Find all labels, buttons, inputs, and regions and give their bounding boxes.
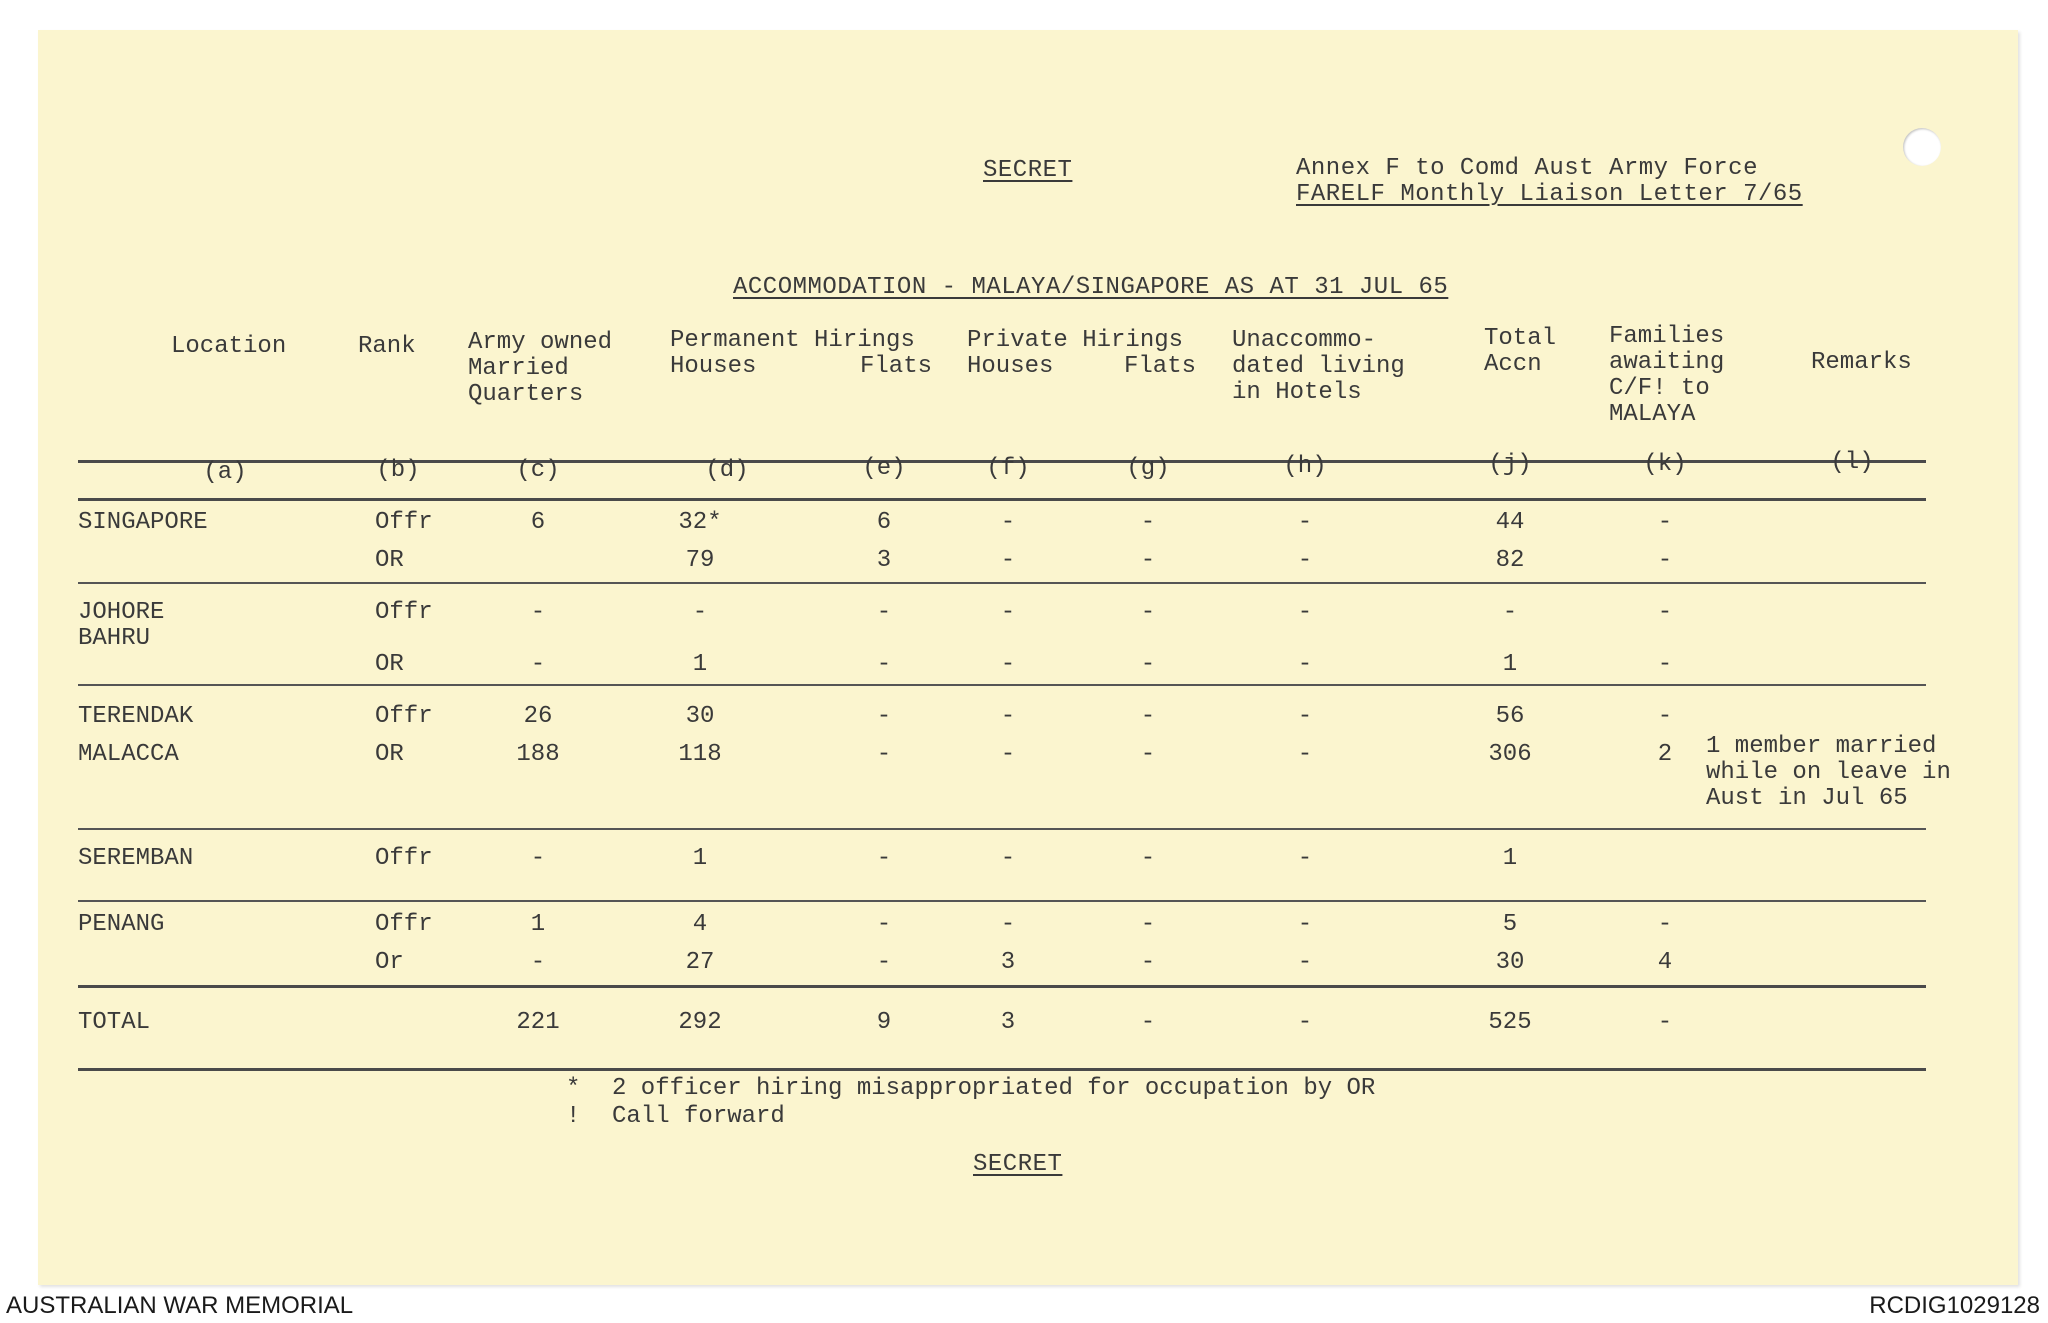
footnote-mark-2: ! (566, 1103, 581, 1130)
archive-footer-left: AUSTRALIAN WAR MEMORIAL (6, 1292, 354, 1319)
header-priv-flats: Flats (1124, 353, 1197, 380)
header-unaccommodated: Unaccommo- dated living in Hotels (1232, 327, 1405, 406)
rule-after-penang (78, 985, 1926, 988)
cell-d: 32* (678, 509, 722, 536)
cell-f: - (1000, 845, 1016, 872)
cell-c: 6 (530, 509, 546, 536)
header-families-awaiting: Families awaiting C/F! to MALAYA (1609, 323, 1725, 428)
col-letter-a: (a) (203, 459, 247, 486)
cell-k: - (1657, 509, 1673, 536)
cell-e: - (876, 741, 892, 768)
cell-f: - (1000, 911, 1016, 938)
archive-footer-right: RCDIG1029128 (1869, 1292, 2040, 1319)
cell-c: - (530, 949, 546, 976)
col-letter-d: (d) (705, 457, 749, 484)
annex-line-2: FARELF Monthly Liaison Letter 7/65 (1296, 181, 1803, 208)
cell-f: - (1000, 547, 1016, 574)
cell-h: - (1297, 911, 1313, 938)
cell-rank: Offr (375, 509, 433, 536)
header-location: Location (171, 333, 287, 360)
cell-k: - (1657, 651, 1673, 678)
cell-rank: Offr (375, 703, 433, 730)
header-total-accn: Total Accn (1484, 325, 1557, 378)
rule-after-seremban (78, 900, 1926, 902)
cell-g: - (1140, 509, 1156, 536)
cell-j: 1 (1502, 651, 1518, 678)
cell-c: 188 (516, 741, 560, 768)
cell-c: 26 (523, 703, 553, 730)
header-private-hirings: Private Hirings (967, 327, 1184, 354)
cell-g: - (1140, 845, 1156, 872)
cell-j: 30 (1495, 949, 1525, 976)
cell-h: - (1297, 651, 1313, 678)
cell-h: - (1297, 599, 1313, 626)
cell-j: 306 (1488, 741, 1532, 768)
cell-e: - (876, 949, 892, 976)
cell-rank: Or (375, 949, 404, 976)
rule-after-terendak (78, 828, 1926, 830)
cell-c: - (530, 845, 546, 872)
cell-h: - (1297, 509, 1313, 536)
cell-h: - (1297, 703, 1313, 730)
header-rank: Rank (358, 333, 416, 360)
cell-e: 3 (876, 547, 892, 574)
cell-c: - (530, 651, 546, 678)
cell-g: - (1140, 911, 1156, 938)
cell-h: - (1297, 949, 1313, 976)
cell-j: 5 (1502, 911, 1518, 938)
cell-h: - (1297, 741, 1313, 768)
cell-d: - (692, 599, 708, 626)
cell-rank: Offr (375, 845, 433, 872)
table-title: ACCOMMODATION - MALAYA/SINGAPORE AS AT 31 JUL 65 (733, 274, 1449, 301)
cell-d: 1 (692, 845, 708, 872)
cell-h: - (1297, 845, 1313, 872)
cell-j: 525 (1488, 1009, 1532, 1036)
cell-k: - (1657, 703, 1673, 730)
cell-d: 79 (685, 547, 715, 574)
cell-location: TOTAL (78, 1009, 151, 1036)
header-priv-houses: Houses (967, 353, 1054, 380)
col-letter-c: (c) (516, 457, 560, 484)
cell-c: 1 (530, 911, 546, 938)
cell-j: 56 (1495, 703, 1525, 730)
cell-g: - (1140, 651, 1156, 678)
rule-after-johore (78, 684, 1926, 686)
cell-k: 4 (1657, 949, 1673, 976)
cell-d: 4 (692, 911, 708, 938)
cell-e: - (876, 651, 892, 678)
cell-j: 82 (1495, 547, 1525, 574)
punch-hole (1903, 128, 1941, 166)
cell-f: 3 (1000, 949, 1016, 976)
cell-e: - (876, 911, 892, 938)
cell-e: - (876, 599, 892, 626)
classification-bottom: SECRET (973, 1151, 1063, 1178)
cell-g: - (1140, 703, 1156, 730)
rule-header-bottom (78, 498, 1926, 501)
col-letter-g: (g) (1126, 455, 1170, 482)
cell-c: - (530, 599, 546, 626)
col-letter-b: (b) (376, 457, 420, 484)
cell-location: MALACCA (78, 741, 179, 768)
cell-e: - (876, 703, 892, 730)
cell-location: PENANG (78, 911, 165, 938)
col-letter-k: (k) (1643, 451, 1687, 478)
cell-d: 27 (685, 949, 715, 976)
classification-top: SECRET (983, 157, 1073, 184)
cell-h: - (1297, 1009, 1313, 1036)
cell-f: - (1000, 509, 1016, 536)
cell-f: - (1000, 741, 1016, 768)
cell-remarks: 1 member married while on leave in Aust in Jul 65 (1706, 733, 1951, 812)
cell-j: 44 (1495, 509, 1525, 536)
cell-e: - (876, 845, 892, 872)
cell-g: - (1140, 1009, 1156, 1036)
header-army-owned: Army owned Married Quarters (468, 329, 613, 408)
annex-line-1: Annex F to Comd Aust Army Force (1296, 155, 1758, 182)
cell-g: - (1140, 741, 1156, 768)
cell-d: 118 (678, 741, 722, 768)
cell-g: - (1140, 599, 1156, 626)
footnote-text-2: Call forward (612, 1103, 785, 1130)
cell-f: 3 (1000, 1009, 1016, 1036)
cell-location: JOHORE BAHRU (78, 599, 165, 652)
cell-j: 1 (1502, 845, 1518, 872)
header-perm-flats: Flats (860, 353, 933, 380)
col-letter-f: (f) (986, 455, 1030, 482)
cell-location: TERENDAK (78, 703, 194, 730)
cell-rank: Offr (375, 599, 433, 626)
cell-k: 2 (1657, 741, 1673, 768)
col-letter-e: (e) (862, 455, 906, 482)
cell-k: - (1657, 547, 1673, 574)
cell-j: - (1502, 599, 1518, 626)
cell-f: - (1000, 703, 1016, 730)
cell-rank: OR (375, 651, 404, 678)
cell-e: 6 (876, 509, 892, 536)
col-letter-h: (h) (1283, 453, 1327, 480)
col-letter-j: (j) (1488, 451, 1532, 478)
cell-d: 292 (678, 1009, 722, 1036)
rule-after-singapore (78, 582, 1926, 584)
cell-rank: OR (375, 547, 404, 574)
header-remarks: Remarks (1811, 349, 1912, 376)
header-perm-houses: Houses (670, 353, 757, 380)
cell-d: 30 (685, 703, 715, 730)
cell-location: SEREMBAN (78, 845, 194, 872)
footnote-text-1: 2 officer hiring misappropriated for occupation by OR (612, 1075, 1376, 1102)
header-permanent-hirings: Permanent Hirings (670, 327, 915, 354)
cell-k: - (1657, 599, 1673, 626)
cell-c: 221 (516, 1009, 560, 1036)
cell-rank: Offr (375, 911, 433, 938)
footnote-mark-1: * (566, 1075, 581, 1102)
rule-after-total (78, 1068, 1926, 1071)
cell-k: - (1657, 911, 1673, 938)
cell-h: - (1297, 547, 1313, 574)
cell-f: - (1000, 651, 1016, 678)
cell-e: 9 (876, 1009, 892, 1036)
cell-rank: OR (375, 741, 404, 768)
cell-k: - (1657, 1009, 1673, 1036)
col-letter-l: (l) (1830, 449, 1874, 476)
cell-g: - (1140, 949, 1156, 976)
cell-g: - (1140, 547, 1156, 574)
cell-d: 1 (692, 651, 708, 678)
cell-location: SINGAPORE (78, 509, 208, 536)
cell-f: - (1000, 599, 1016, 626)
